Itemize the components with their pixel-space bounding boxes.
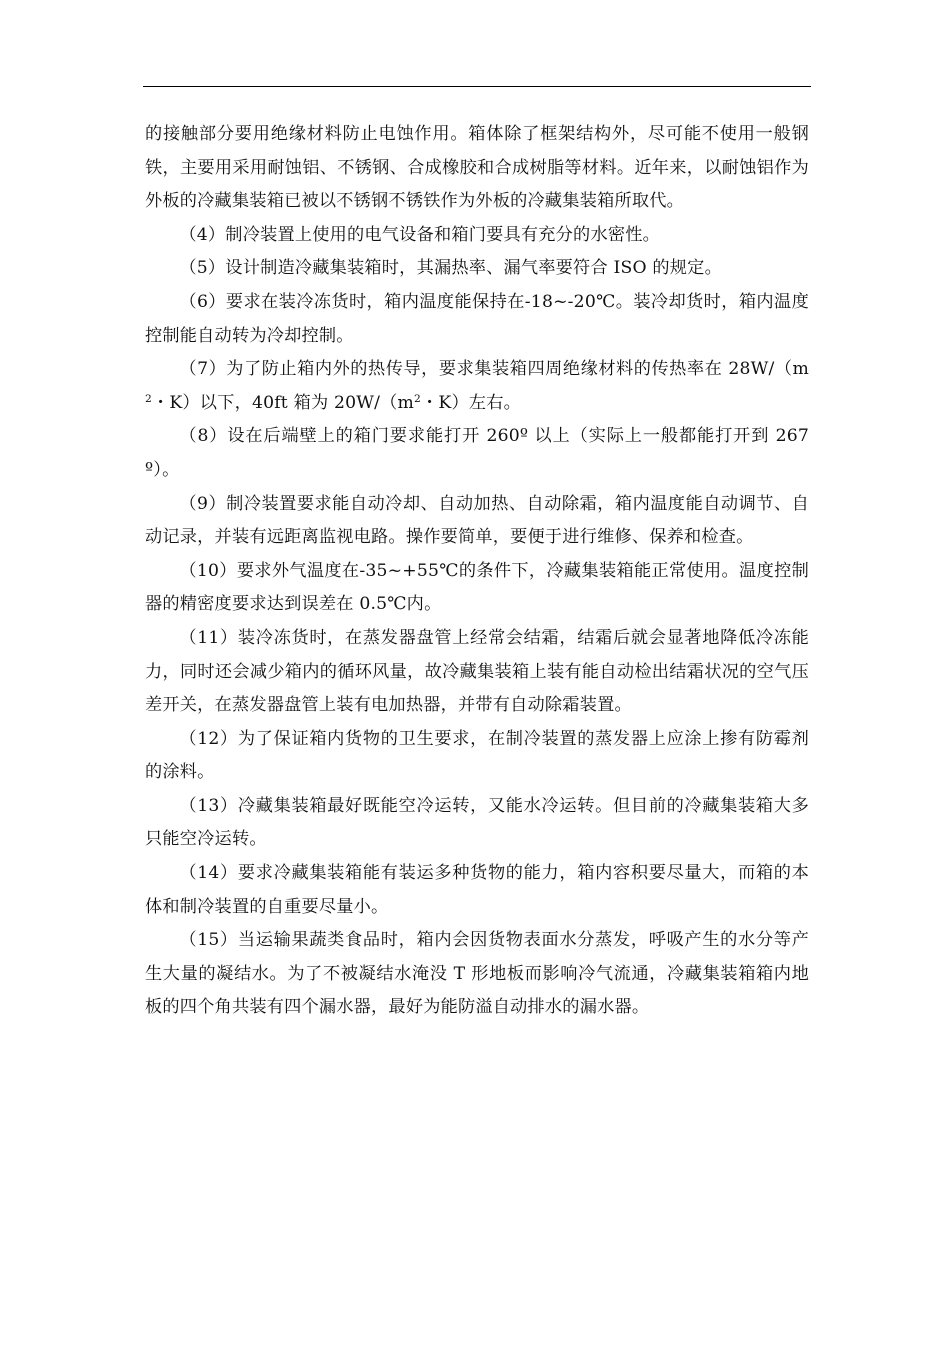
superscript-exponent: 2 [145,391,152,405]
paragraph-item-10: （10）要求外气温度在-35~+55℃的条件下，冷藏集装箱能正常使用。温度控制器的精密度要求达到误差在 0.5℃内。 [145,560,809,615]
paragraph-item-8: （8）设在后端壁上的箱门要求能打开 260º 以上（实际上一般都能打开到 267º）。 [145,426,809,480]
paragraph-item-11: （11）装冷冻货时，在蒸发器盘管上经常会结霜，结霜后就会显著地降低冷冻能力，同时还会减少箱内的循环风量，故冷藏集装箱上装有能自动检出结霜状况的空气压差开关，在蒸发器盘管上装有电加热器，并带有自动除霜装置。 [145,627,809,716]
paragraph-item-12: （12）为了保证箱内货物的卫生要求，在制冷装置的蒸发器上应涂上掺有防霉剂的涂料。 [145,728,809,783]
paragraph-item-4: （4）制冷装置上使用的电气设备和箱门要具有充分的水密性。 [179,224,660,245]
paragraph-item-5: （5）设计制造冷藏集装箱时，其漏热率、漏气率要符合 ISO 的规定。 [179,258,722,279]
header-rule [143,86,811,87]
paragraph-item-15: （15）当运输果蔬类食品时，箱内会因货物表面水分蒸发，呼吸产生的水分等产生大量的凝结水。为了不被凝结水淹没 T 形地板而影响冷气流通，冷藏集装箱箱内地板的四个角共装有四个漏水器，最好为能防溢自动排水的漏水器。 [145,930,809,1018]
paragraph-item-14: （14）要求冷藏集装箱能有装运多种货物的能力，箱内容积要尽量大，而箱的本体和制冷装置的自重要尽量小。 [145,863,809,917]
paragraph-item-7-text-a: （7）为了防止箱内外的热传导，要求集装箱四周绝缘材料的传热率在 28W/（m [179,359,809,380]
paragraph-item-13: （13）冷藏集装箱最好既能空冷运转，又能水冷运转。但目前的冷藏集装箱大多只能空冷运转。 [145,795,809,850]
paragraph-item-7-text-b: ・K）以下，40ft 箱为 20W/（m [151,392,415,413]
paragraph-item-7-text-c: ・K）左右。 [421,392,521,413]
superscript-exponent: 2 [414,391,422,405]
document-body [145,118,809,1025]
paragraph-continuation: 的接触部分要用绝缘材料防止电蚀作用。箱体除了框架结构外，尽可能不使用一般钢铁，主要用采用耐蚀铝、不锈钢、合成橡胶和合成树脂等材料。近年来，以耐蚀铝作为外板的冷藏集装箱已被以不锈钢不锈铁作为外板的冷藏集装箱所取代。 [145,124,809,212]
paragraph-item-9: （9）制冷装置要求能自动冷却、自动加热、自动除霜，箱内温度能自动调节、自动记录，并装有远距离监视电路。操作要简单，要便于进行维修、保养和检查。 [145,493,809,548]
paragraph-item-6: （6）要求在装冷冻货时，箱内温度能保持在-18~-20℃。装冷却货时，箱内温度控制能自动转为冷却控制。 [145,291,809,346]
paragraph-item-7 [145,353,809,420]
